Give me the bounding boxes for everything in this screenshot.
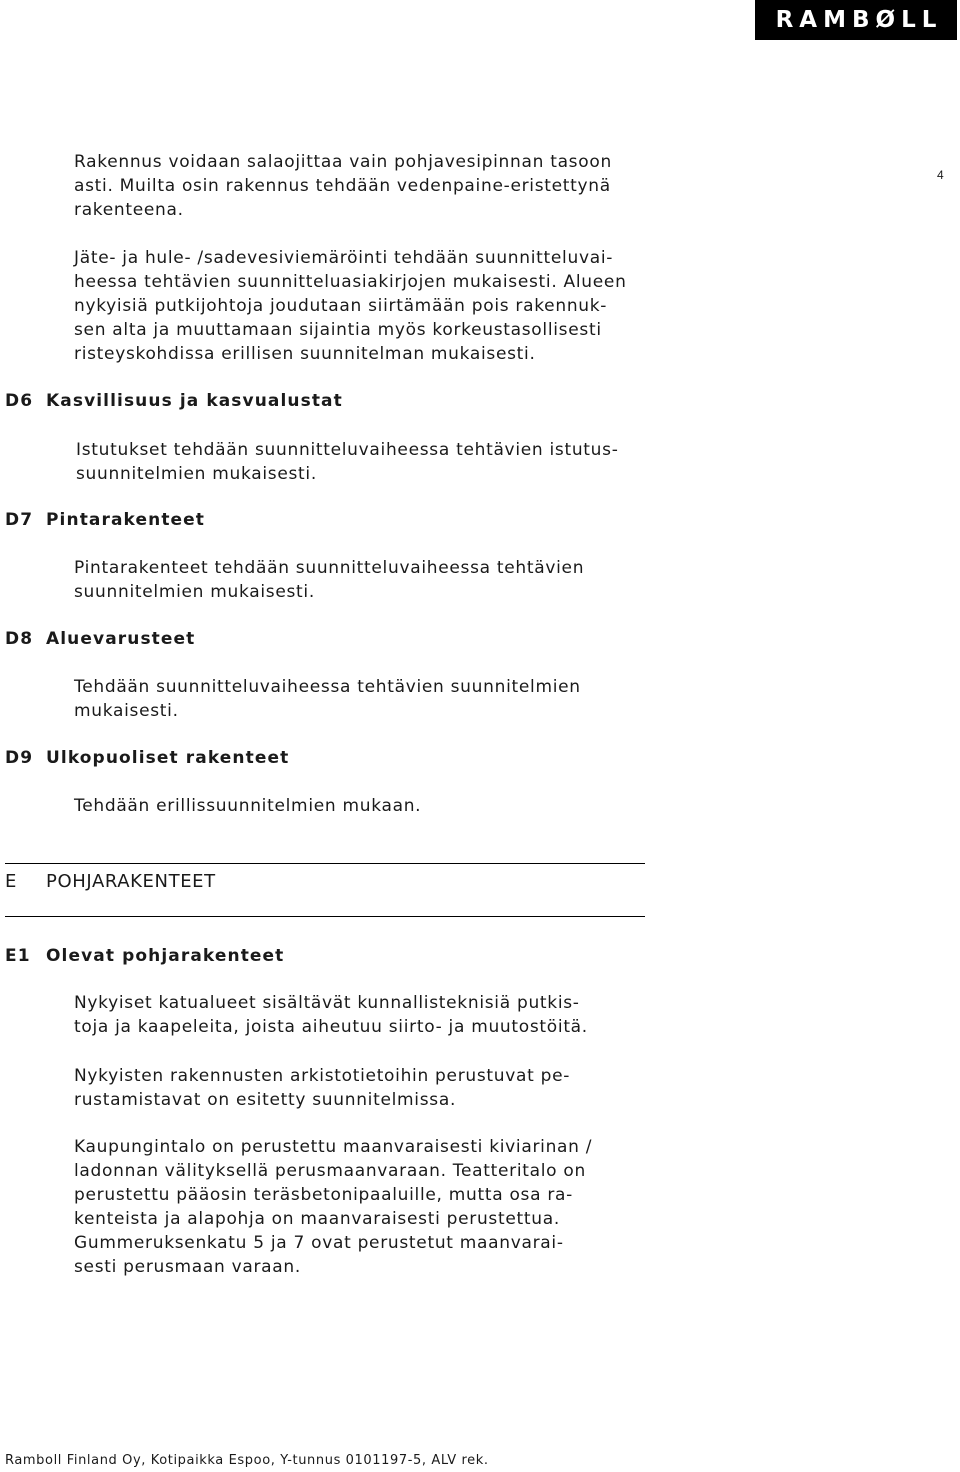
- text-line: rakenteena.: [74, 200, 184, 220]
- section-code: E1: [5, 946, 31, 966]
- text-line: rustamistavat on esitetty suunnitelmissa.: [74, 1090, 457, 1110]
- section-body-d9: [74, 794, 714, 818]
- divider-top: [5, 863, 645, 864]
- section-heading-d9: [5, 746, 289, 770]
- text-line: suunnitelmien mukaisesti.: [74, 582, 315, 602]
- text-line: asti. Muilta osin rakennus tehdään vedenpaine-eristettynä: [74, 176, 611, 196]
- section-code: D6: [5, 391, 34, 411]
- section-code: D9: [5, 748, 34, 768]
- chapter-heading-e: [5, 870, 216, 894]
- text-line: heessa tehtävien suunnitteluasiakirjojen mukaisesti. Alueen: [74, 272, 627, 292]
- text-line: Tehdään erillissuunnitelmien mukaan.: [74, 796, 422, 816]
- text-line: perustettu pääosin teräsbetonipaaluille, mutta osa ra-: [74, 1185, 573, 1205]
- text-line: Kaupungintalo on perustettu maanvaraisesti kiviarinan /: [74, 1137, 593, 1157]
- text-line: mukaisesti.: [74, 701, 179, 721]
- text-line: Istutukset tehdään suunnitteluvaiheessa tehtävien istutus-: [76, 440, 619, 460]
- divider-bottom: [5, 916, 645, 917]
- text-line: ladonnan välityksellä perusmaanvaraan. Teatteritalo on: [74, 1161, 586, 1181]
- intro-paragraph-1: [74, 150, 714, 222]
- page-footer: Ramboll Finland Oy, Kotipaikka Espoo, Y-tunnus 0101197-5, ALV rek.: [5, 1453, 489, 1468]
- section-body-d6: [76, 438, 716, 486]
- chapter-code: E: [5, 871, 17, 892]
- text-line: Rakennus voidaan salaojittaa vain pohjavesipinnan tasoon: [74, 152, 612, 172]
- section-heading-d7: [5, 508, 205, 532]
- section-title: Kasvillisuus ja kasvualustat: [46, 391, 343, 411]
- text-line: Pintarakenteet tehdään suunnitteluvaiheessa tehtävien: [74, 558, 585, 578]
- text-line: sesti perusmaan varaan.: [74, 1257, 301, 1277]
- text-line: risteyskohdissa erillisen suunnitelman mukaisesti.: [74, 344, 536, 364]
- section-heading-e1: [5, 944, 284, 968]
- text-line: toja ja kaapeleita, joista aiheutuu siirto- ja muutostöitä.: [74, 1017, 588, 1037]
- section-title: Aluevarusteet: [46, 629, 196, 649]
- chapter-title: POHJARAKENTEET: [46, 871, 216, 892]
- text-line: Gummeruksenkatu 5 ja 7 ovat perustetut maanvarai-: [74, 1233, 564, 1253]
- text-line: sen alta ja muuttamaan sijaintia myös korkeustasollisesti: [74, 320, 602, 340]
- text-line: kenteista ja alapohja on maanvaraisesti perustettua.: [74, 1209, 560, 1229]
- section-body-d7: [74, 556, 714, 604]
- section-title: Olevat pohjarakenteet: [46, 946, 285, 966]
- section-body-e1-p3: [74, 1135, 714, 1279]
- section-body-e1-p2: [74, 1064, 714, 1112]
- page-number: 4: [937, 168, 944, 182]
- section-title: Ulkopuoliset rakenteet: [46, 748, 290, 768]
- section-body-d8: [74, 675, 714, 723]
- section-heading-d8: [5, 627, 195, 651]
- section-body-e1-p1: [74, 991, 714, 1039]
- text-line: suunnitelmien mukaisesti.: [76, 464, 317, 484]
- logo-text: RAMBØLL: [775, 6, 943, 33]
- ramboll-logo: [755, 0, 957, 40]
- section-code: D7: [5, 510, 34, 530]
- text-line: Nykyiset katualueet sisältävät kunnallisteknisiä putkis-: [74, 993, 580, 1013]
- section-heading-d6: [5, 389, 343, 413]
- text-line: nykyisiä putkijohtoja joudutaan siirtämään pois rakennuk-: [74, 296, 608, 316]
- intro-paragraph-2: [74, 246, 714, 366]
- section-title: Pintarakenteet: [46, 510, 206, 530]
- text-line: Tehdään suunnitteluvaiheessa tehtävien suunnitelmien: [74, 677, 581, 697]
- text-line: Nykyisten rakennusten arkistotietoihin perustuvat pe-: [74, 1066, 571, 1086]
- section-code: D8: [5, 629, 34, 649]
- text-line: Jäte- ja hule- /sadevesiviemäröinti tehdään suunnitteluvai-: [74, 248, 614, 268]
